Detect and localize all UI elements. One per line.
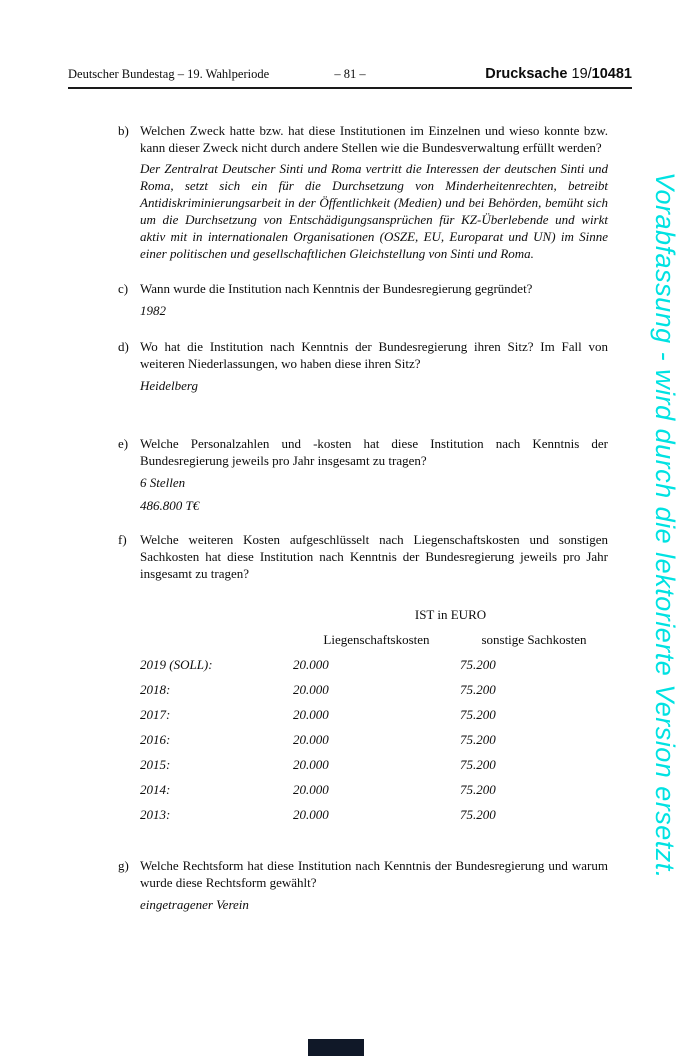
answer-text: eingetragener Verein [140,897,249,912]
answer-text: Heidelberg [140,378,198,393]
question-item-f [118,531,608,823]
year-cell: 2015: [140,757,171,772]
question-item-b [118,122,608,262]
drucksache-legislature: 19/ [571,66,592,82]
question-item-c [118,280,608,319]
answer-text: 486.800 T€ [140,498,200,513]
drucksache-id: 10481 [591,66,632,82]
question-label: f) [118,532,127,547]
answer-text: 1982 [140,303,166,318]
question-text: Wo hat die Institution nach Kenntnis der Bundesregierung ihren Sitz? Im Fall von weiteren Niederlassungen, wo haben diese ihren Sitz? [140,339,608,371]
col-header-sonstige-sachkosten: sonstige Sachkosten [481,632,587,647]
value-cell: 75.200 [460,707,496,722]
answer-text: Der Zentralrat Deutscher Sinti und Roma vertritt die Interessen der deutschen Sinti und Roma, setzt sich ein für die Durchsetzung von Minderheitenrechten, betreibt Antidiskriminierungsarbeit in der Öffentlichkeit (Medien) und bei Behörden, bemüht sich um die Durchsetzung von Entschädigungsansprüchen für KZ-Überlebende und wirkt aktiv mit in internationalen Organisationen (OSZE, EU, Europarat und UN) im Sinne einer politischen und gesellschaftlichen Gleichstellung von Sinti und Roma. [140,161,608,261]
question-label: c) [118,281,129,296]
header-publisher: Deutscher Bundestag – 19. Wahlperiode [68,67,270,81]
value-cell: 20.000 [293,757,329,772]
value-cell: 20.000 [293,807,329,822]
cost-table [140,606,608,823]
value-cell: 20.000 [293,732,329,747]
table-spacer [140,631,293,648]
question-item-d [118,338,608,394]
page-number: – 81 – [334,67,366,81]
page-header [68,66,632,89]
question-item-e [118,435,608,514]
value-cell: 75.200 [460,682,496,697]
value-cell: 75.200 [460,782,496,797]
question-text: Welche Personalzahlen und -kosten hat diese Institution nach Kenntnis der Bundesregierung jeweils pro Jahr insgesamt zu tragen? [140,436,608,468]
drucksache-label: Drucksache [485,66,572,82]
question-text: Wann wurde die Institution nach Kenntnis der Bundesregierung gegründet? [140,281,533,296]
document-body [118,122,608,913]
prerelease-watermark: Vorabfassung - wird durch die lektorierte Version ersetzt. [650,172,680,879]
year-cell: 2016: [140,732,171,747]
year-cell: 2017: [140,707,171,722]
year-cell: 2018: [140,682,171,697]
question-text: Welche Rechtsform hat diese Institution nach Kenntnis der Bundesregierung und warum wurde diese Rechtsform gewählt? [140,858,608,890]
question-text: Welchen Zweck hatte bzw. hat diese Institutionen im Einzelnen und wieso konnte bzw. kann dieser Zweck nicht durch andere Stellen wie die Bundesverwaltung erfüllt werden? [140,123,608,155]
value-cell: 75.200 [460,807,496,822]
question-label: g) [118,858,129,873]
question-label: d) [118,339,129,354]
value-cell: 75.200 [460,657,496,672]
value-cell: 20.000 [293,782,329,797]
question-label: b) [118,123,129,138]
drucksache-number [366,66,632,82]
footer-dark-bar [308,1039,364,1056]
year-cell: 2014: [140,782,171,797]
value-cell: 20.000 [293,657,329,672]
table-title: IST in EURO [414,607,487,622]
col-header-liegenschaftskosten: Liegenschaftskosten [323,632,430,647]
value-cell: 75.200 [460,732,496,747]
question-text: Welche weiteren Kosten aufgeschlüsselt nach Liegenschaftskosten und sonstigen Sachkosten hat diese Institution nach Kenntnis der Bundesregierung jeweils pro Jahr insgesamt zu tragen? [140,532,608,581]
question-label: e) [118,436,129,451]
value-cell: 75.200 [460,757,496,772]
question-item-g [118,857,608,913]
value-cell: 20.000 [293,707,329,722]
answer-text: 6 Stellen [140,475,186,490]
year-cell: 2013: [140,807,171,822]
year-cell: 2019 (SOLL): [140,657,213,672]
value-cell: 20.000 [293,682,329,697]
